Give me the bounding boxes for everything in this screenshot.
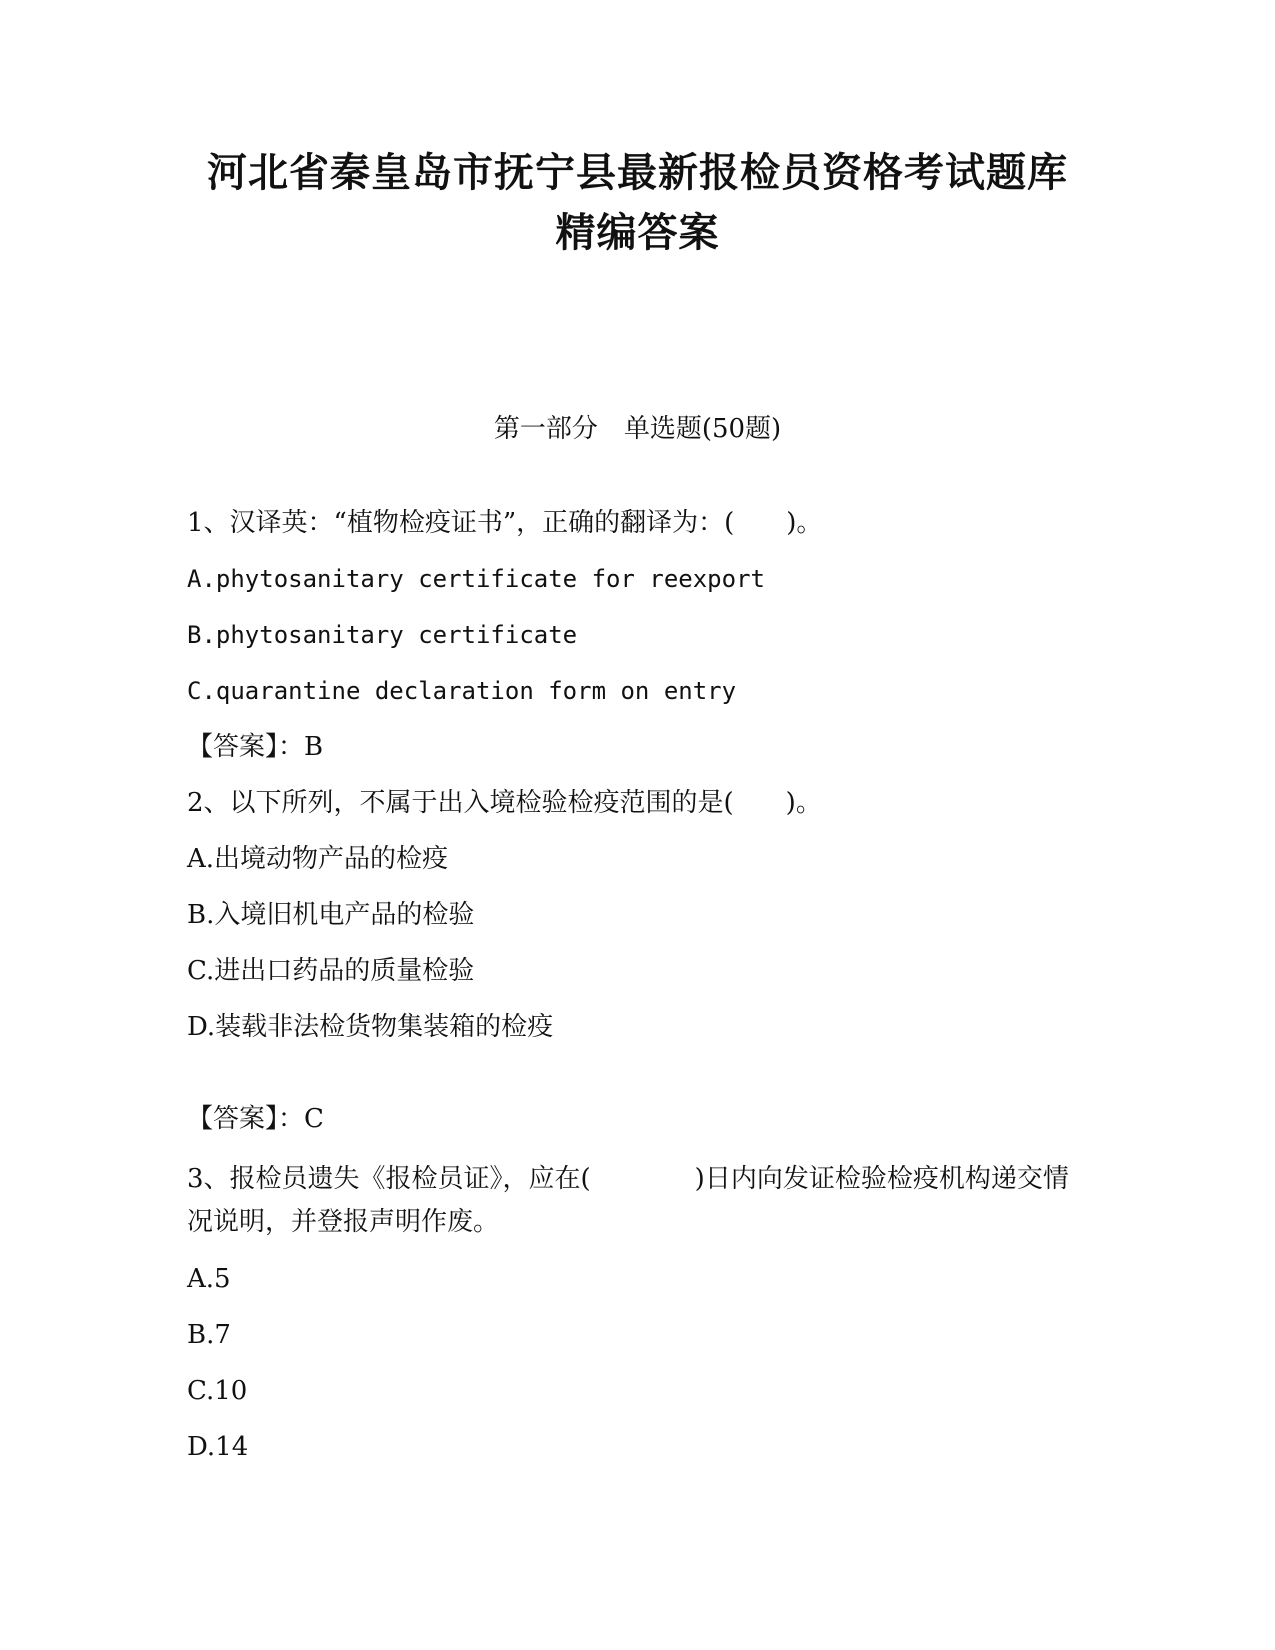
question-3-option-b: B.7 bbox=[187, 1320, 231, 1350]
question-1-option-b: B.phytosanitary certificate bbox=[187, 621, 578, 649]
question-list bbox=[187, 506, 1087, 1486]
question-3-option-d: D.14 bbox=[187, 1432, 249, 1462]
question-3-stem: 3、报检员遗失《报检员证》，应在( )日内向发证检验检疫机构递交情况说明，并登报声明作废。 bbox=[187, 1164, 1069, 1237]
question-3-option-c: C.10 bbox=[187, 1376, 248, 1406]
section-heading: 第一部分 单选题(50题) bbox=[493, 414, 782, 444]
question-3-option-a: A.5 bbox=[187, 1264, 231, 1294]
question-2-answer: 【答案】：C bbox=[187, 1104, 324, 1134]
question-1-option-c: C.quarantine declaration form on entry bbox=[187, 677, 737, 705]
title-line-1: 河北省秦皇岛市抚宁县最新报检员资格考试题库 bbox=[207, 150, 1068, 196]
document-title bbox=[150, 143, 1125, 263]
question-2-option-c: C.进出口药品的质量检验 bbox=[187, 956, 475, 986]
question-1-option-a: A.phytosanitary certificate for reexport bbox=[187, 565, 765, 593]
question-1-stem: 1、汉译英：“植物检疫证书”，正确的翻译为：( )。 bbox=[187, 508, 823, 538]
question-1-answer: 【答案】：B bbox=[187, 732, 324, 762]
question-2-option-a: A.出境动物产品的检疫 bbox=[187, 844, 449, 874]
question-2-option-b: B.入境旧机电产品的检验 bbox=[187, 900, 475, 930]
question-2-stem: 2、以下所列，不属于出入境检验检疫范围的是( )。 bbox=[187, 788, 822, 818]
question-2-option-d: D.装载非法检货物集装箱的检疫 bbox=[187, 1012, 554, 1042]
title-line-2: 精编答案 bbox=[555, 210, 720, 256]
